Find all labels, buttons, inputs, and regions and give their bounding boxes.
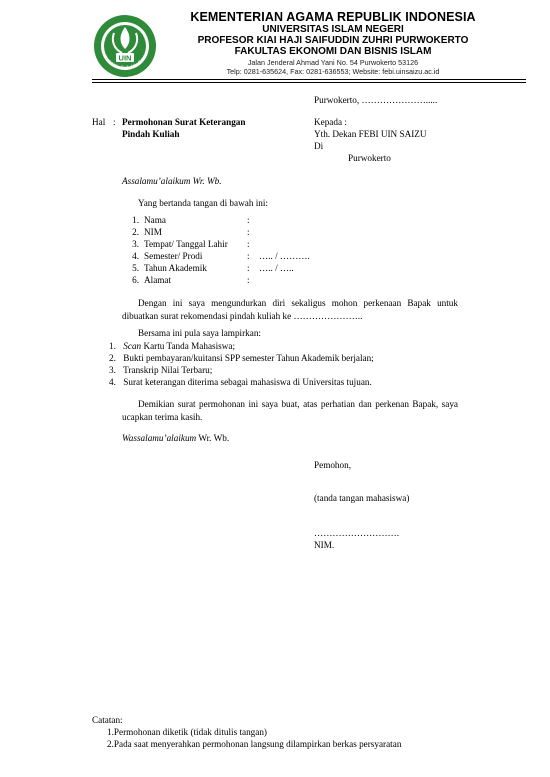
signature-nim: NIM. xyxy=(314,540,335,550)
header-rule-thin xyxy=(92,82,526,83)
attachments-intro: Bersama ini pula saya lampirkan: xyxy=(138,328,261,338)
attachment-item: 2. Bukti pembayaran/kuitansi SPP semester Tahun Akademik berjalan; xyxy=(109,353,374,363)
signature-dots: ………………………. xyxy=(314,528,399,538)
body-paragraph: Dengan ini saya mengundurkan diri sekaligus mohon perkenaan Bapak untuk dibuatkan surat rekomendasi pindah kuliah ke ………………….. xyxy=(122,298,458,321)
note-item: 1.Permohonan diketik (tidak ditulis tangan) xyxy=(107,727,267,737)
header-address: Jalan Jenderal Ahmad Yani No. 54 Purwokerto 53126 xyxy=(247,58,419,67)
logo-ring-text: Prof. K.H. Saifuddin Zuhri xyxy=(102,54,148,71)
recipient-di: Di xyxy=(314,141,324,151)
attachment-item: 4. Surat keterangan diterima sebagai mahasiswa di Universitas tujuan. xyxy=(109,377,372,387)
place-date: Purwokerto, …………………..... xyxy=(314,95,438,105)
identity-row: 2. NIM : xyxy=(132,227,250,237)
header-university-type: UNIVERSITAS ISLAM NEGERI xyxy=(262,24,404,35)
header-ministry: KEMENTERIAN AGAMA REPUBLIK INDONESIA xyxy=(190,10,476,24)
identity-row: 6. Alamat : xyxy=(132,275,250,285)
closing-greeting: Wassalamu’alaikum Wr. Wb. xyxy=(122,433,230,443)
header-contact: Telp: 0281-635624, Fax: 0281-636553; Website: febi.uinsaizu.ac.id xyxy=(226,67,440,76)
header-faculty: FAKULTAS EKONOMI DAN BISNIS ISLAM xyxy=(234,46,432,57)
attachment-item: 3. Transkrip Nilai Terbaru; xyxy=(109,365,213,375)
intro-text: Yang bertanda tangan di bawah ini: xyxy=(138,198,268,208)
signature-note: (tanda tangan mahasiswa) xyxy=(314,493,410,503)
identity-row: 3. Tempat/ Tanggal Lahir : xyxy=(132,239,250,249)
logo-text: UIN xyxy=(118,53,132,63)
greeting: Assalamu’alaikum Wr. Wb. xyxy=(122,176,222,186)
identity-row: 1. Nama : xyxy=(132,215,250,225)
identity-row: 5. Tahun Akademik : ….. / ….. xyxy=(132,263,294,273)
signature-role: Pemohon, xyxy=(314,460,352,470)
header-rule-thick xyxy=(92,79,526,80)
subject-colon: : xyxy=(113,117,116,127)
attachment-item: 1. Scan Kartu Tanda Mahasiswa; xyxy=(109,341,235,351)
identity-row: 4. Semester/ Prodi : ….. / ………. xyxy=(132,251,310,261)
subject-label: Hal xyxy=(92,117,106,127)
subject-line-2: Pindah Kuliah xyxy=(122,129,180,139)
notes-title: Catatan: xyxy=(92,715,123,725)
closing-paragraph: Demikian surat permohonan ini saya buat, atas perhatian dan perkenan Bapak, saya ucapkan terima kasih. xyxy=(122,399,458,422)
subject-line-1: Permohonan Surat Keterangan xyxy=(122,117,246,127)
recipient-name: Yth. Dekan FEBI UIN SAIZU xyxy=(314,129,427,139)
recipient-to: Kepada : xyxy=(314,117,347,127)
recipient-city: Purwokerto xyxy=(348,153,391,163)
header-university-name: PROFESOR KIAI HAJI SAIFUDDIN ZUHRI PURWOKERTO xyxy=(197,35,469,46)
note-item: 2.Pada saat menyerahkan permohonan langsung dilampirkan berkas persyaratan xyxy=(107,739,402,749)
